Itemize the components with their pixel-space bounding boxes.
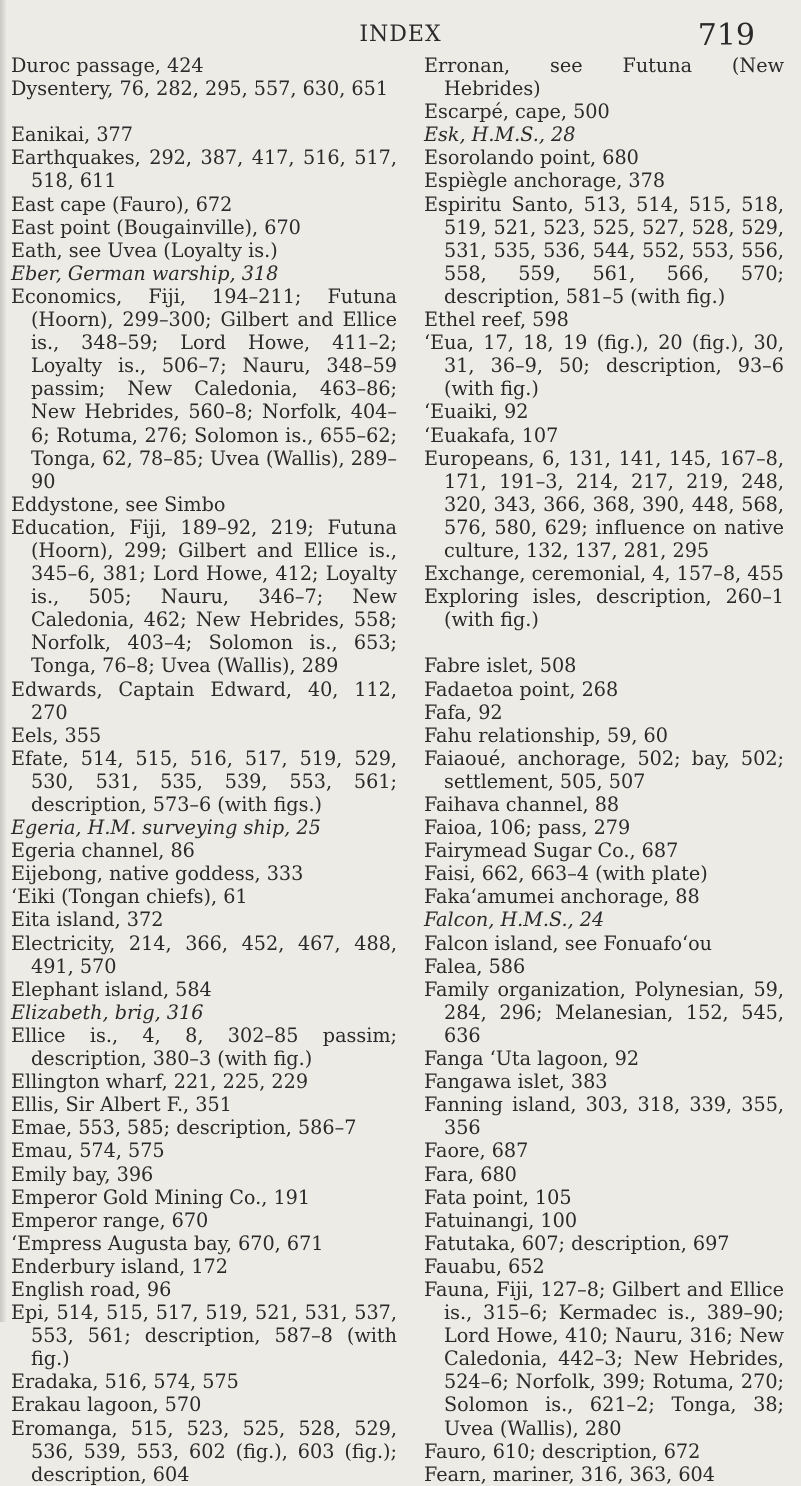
index-entry: Esk, H.M.S., 28: [424, 123, 576, 147]
index-entry: Falcon island, see Fonuafo‘ou: [424, 931, 713, 955]
index-entry: Faisi, 662, 663–4 (with plate): [424, 862, 708, 886]
index-entry: Europeans, 6, 131, 141, 145, 167–8, 171, 191–3, 214, 217, 219, 248, 320, 343, 366, 368, 390, 448, 568, 576, 580, 629; influence on native culture, 132, 137, 281, 295: [424, 446, 784, 562]
index-entry: Ellice is., 4, 8, 302–85 passim; description, 380–3 (with fig.): [11, 1023, 397, 1071]
index-entry: Erronan, see Futuna (New Hebrides): [424, 54, 784, 101]
index-entry: Efate, 514, 515, 516, 517, 519, 529, 530, 531, 535, 539, 553, 561; description, 573–6 (with figs.): [11, 746, 397, 816]
index-entry: Emperor range, 670: [11, 1208, 209, 1232]
index-entry: Erakau lagoon, 570: [11, 1393, 202, 1417]
index-entry: Faka‘amumei anchorage, 88: [424, 885, 700, 909]
index-entry: Egeria channel, 86: [11, 839, 195, 863]
index-entry: ‘Eiki (Tongan chiefs), 61: [11, 885, 248, 909]
index-entry: Emperor Gold Mining Co., 191: [11, 1185, 311, 1209]
index-entry: Exchange, ceremonial, 4, 157–8, 455: [424, 562, 784, 586]
index-entry: Fatutaka, 607; description, 697: [424, 1231, 730, 1255]
index-entry: Escarpé, cape, 500: [424, 100, 610, 124]
index-entry: Eromanga, 515, 523, 525, 528, 529, 536, 539, 553, 602 (fig.), 603 (fig.); description, 604: [11, 1416, 397, 1486]
index-entry: Espiritu Santo, 513, 514, 515, 518, 519, 521, 523, 525, 527, 528, 529, 531, 535, 536, 544, 552, 553, 556, 558, 559, 561, 566, 570; description, 581–5 (with fig.): [424, 192, 784, 308]
index-entry: Faiaoué, anchorage, 502; bay, 502; settlement, 505, 507: [424, 746, 784, 793]
page-number: 719: [697, 18, 755, 53]
index-entry: Fauabu, 652: [424, 1254, 545, 1278]
index-entry: Fanning island, 303, 318, 339, 355, 356: [424, 1093, 784, 1140]
index-entry: East cape (Fauro), 672: [11, 192, 233, 216]
index-entry: Ethel reef, 598: [424, 308, 569, 332]
index-entry: Falea, 586: [424, 954, 526, 978]
index-entry: Eels, 355: [11, 723, 102, 747]
index-entry: Fanga ‘Uta lagoon, 92: [424, 1047, 640, 1071]
index-entry: East point (Bougainville), 670: [11, 215, 301, 239]
index-entry: ‘Euakafa, 107: [424, 423, 559, 447]
index-entry: Fahu relationship, 59, 60: [424, 723, 668, 747]
index-entry: Fabre islet, 508: [424, 654, 577, 678]
index-entry: Fangawa islet, 383: [424, 1070, 608, 1094]
index-entry: Education, Fiji, 189–92, 219; Futuna (Hoorn), 299; Gilbert and Ellice is., 345–6, 381; Lord Howe, 412; Loyalty is., 505; Nauru, 346–7; New Caledonia, 462; New Hebrides, 558; Norfolk, 403–4; Solomon is., 653; Tonga, 76–8; Uvea (Wallis), 289: [11, 515, 397, 678]
index-entry: Dysentery, 76, 282, 295, 557, 630, 651: [11, 77, 389, 101]
index-entry: Eath, see Uvea (Loyalty is.): [11, 238, 278, 262]
index-entry: Fata point, 105: [424, 1185, 572, 1209]
index-entry: Edwards, Captain Edward, 40, 112, 270: [11, 677, 397, 724]
index-entry: Eddystone, see Simbo: [11, 492, 226, 516]
page-edge-shadow: [0, 0, 6, 1322]
index-entry: Earthquakes, 292, 387, 417, 516, 517, 518, 611: [11, 146, 397, 193]
index-entry: Electricity, 214, 366, 452, 467, 488, 491, 570: [11, 931, 397, 978]
index-entry: Economics, Fiji, 194–211; Futuna (Hoorn), 299–300; Gilbert and Ellice is., 348–59; Lord Howe, 411–2; Loyalty is., 506–7; Nauru, 348–59 passim; New Caledonia, 463–86; New Hebrides, 560–8; Norfolk, 404–6; Rotuma, 276; Solomon is., 655–62; Tonga, 62, 78–85; Uvea (Wallis), 289–90: [11, 284, 397, 493]
index-entry: Fauna, Fiji, 127–8; Gilbert and Ellice is., 315–6; Kermadec is., 389–90; Lord Howe, 410; Nauru, 316; New Caledonia, 442–3; New Hebrides, 524–6; Norfolk, 399; Rotuma, 270; Solomon is., 621–2; Tonga, 38; Uvea (Wallis), 280: [424, 1277, 784, 1440]
index-entry: Fafa, 92: [424, 700, 503, 724]
index-entry: Family organization, Polynesian, 59, 284, 296; Melanesian, 152, 545, 636: [424, 977, 784, 1047]
index-entry: ‘Eua, 17, 18, 19 (fig.), 20 (fig.), 30, 31, 36–9, 50; description, 93–6 (with fig.): [424, 331, 784, 401]
index-entry: Emily bay, 396: [11, 1162, 154, 1186]
index-entry: Eita island, 372: [11, 908, 164, 932]
index-entry: English road, 96: [11, 1277, 172, 1301]
index-entry: Elephant island, 584: [11, 977, 212, 1001]
index-entry: Faore, 687: [424, 1139, 529, 1163]
index-entry: Epi, 514, 515, 517, 519, 521, 531, 537, 553, 561; description, 587–8 (with fig.): [11, 1301, 397, 1371]
index-entry: Emau, 574, 575: [11, 1139, 165, 1163]
index-entry: Enderbury island, 172: [11, 1254, 228, 1278]
index-entry: Exploring isles, description, 260–1 (with fig.): [424, 585, 784, 632]
index-entry: Ellis, Sir Albert F., 351: [11, 1093, 232, 1117]
index-entry: Elizabeth, brig, 316: [11, 1000, 204, 1024]
index-column-left: [11, 54, 397, 1486]
index-entry: Espiègle anchorage, 378: [424, 169, 666, 193]
index-entry: ‘Euaiki, 92: [424, 400, 529, 424]
index-entry: Eijebong, native goddess, 333: [11, 862, 304, 886]
index-entry: Falcon, H.M.S., 24: [424, 908, 605, 932]
index-entry: Fairymead Sugar Co., 687: [424, 839, 679, 863]
index-entry: Eanikai, 377: [11, 123, 133, 147]
index-entry: Fatuinangi, 100: [424, 1208, 578, 1232]
index-entry: Faioa, 106; pass, 279: [424, 816, 631, 840]
index-entry: Fauro, 610; description, 672: [424, 1439, 701, 1463]
index-entry: Faihava channel, 88: [424, 793, 620, 816]
index-entry: Ellington wharf, 221, 225, 229: [11, 1070, 309, 1094]
index-entry: ‘Empress Augusta bay, 670, 671: [11, 1231, 324, 1255]
index-entry: Duroc passage, 424: [11, 54, 204, 77]
index-column-right: [424, 54, 784, 1486]
running-title: INDEX: [359, 22, 442, 47]
index-entry: Esorolando point, 680: [424, 146, 639, 170]
index-entry: Fara, 680: [424, 1162, 517, 1186]
index-entry: Eradaka, 516, 574, 575: [11, 1370, 239, 1394]
index-entry: Emae, 553, 585; description, 586–7: [11, 1116, 357, 1140]
index-entry: Egeria, H.M. surveying ship, 25: [11, 816, 321, 840]
index-entry: Fearn, mariner, 316, 363, 604: [424, 1462, 715, 1486]
index-entry: Eber, German warship, 318: [11, 261, 279, 285]
index-entry: Fadaetoa point, 268: [424, 677, 619, 701]
page-header: [0, 18, 801, 53]
